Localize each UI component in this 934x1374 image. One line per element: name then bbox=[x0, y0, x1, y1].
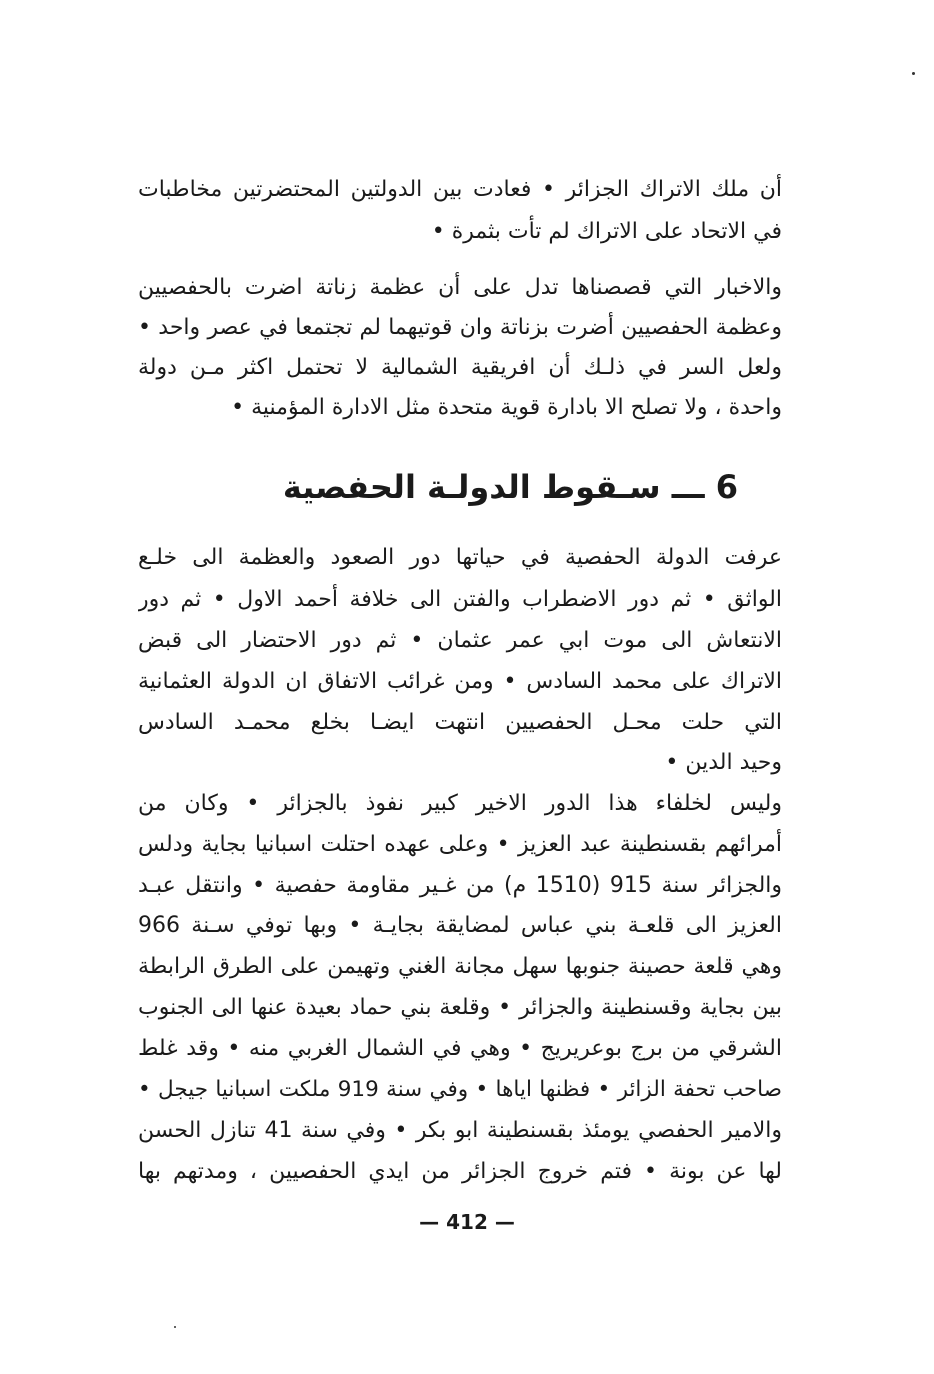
text-line: وهي قلعة حصينة جنوبها سهل مجانة الغني وتهيمن على الطرق الرابطة bbox=[138, 954, 782, 979]
text-line: الاتراك على محمد السادس • ومن غرائب الاتفاق ان الدولة العثمانية bbox=[138, 669, 782, 694]
text-line: التي حلت محـل الحفصيين انتهت ايضـا بخلع محمـد السادس bbox=[138, 710, 782, 735]
text-line: ولعل السر في ذلـك أن افريقية الشمالية لا تحتمل اكثر مـن دولة bbox=[138, 355, 782, 380]
text-line: الشرقي من برج بوعريريج • وهي في الشمال الغربي منه • وقد غلط bbox=[138, 1036, 782, 1061]
text-line: والامير الحفصي يومئذ بقسنطينة ابو بكر • وفي سنة 41 تنازل الحسن bbox=[138, 1118, 782, 1143]
scan-speck bbox=[912, 72, 915, 75]
text-line: عرفت الدولة الحفصية في حياتها دور الصعود والعظمة الى خلـع bbox=[138, 545, 782, 570]
text-line: وليس لخلفاء هذا الدور الاخير كبير نفوذ بالجزائر • وكان من bbox=[138, 791, 782, 816]
text-line: والاخبار التي قصصناها تدل على أن عظمة زناتة اضرت بالحفصيين bbox=[138, 275, 782, 300]
text-line: واحدة ، ولا تصلح الا بادارة قوية متحدة مثل الادارة المؤمنية • bbox=[231, 395, 782, 420]
text-line: أن ملك الاتراك الجزائر • فعادت بين الدولتين المحتضرتين مخاطبات bbox=[138, 177, 782, 202]
text-line: أمرائهم بقسنطينة عبد العزيز • وعلى عهده احتلت اسبانيا بجاية ودلس bbox=[138, 832, 782, 857]
text-line: في الاتحاد على الاتراك لم تأت بثمرة • bbox=[431, 219, 782, 244]
text-line: وعظمة الحفصيين أضرت بزناتة وان قوتيهما لم تجتمعا في عصر واحد • bbox=[138, 315, 782, 340]
scan-speck bbox=[174, 1326, 176, 1328]
text-line: وحيد الدين • bbox=[665, 750, 782, 775]
page-number: — 412 — bbox=[419, 1210, 515, 1234]
text-line: والجزائر سنة 915 (1510 م) من غـير مقاومة حفصية • وانتقل عبـد bbox=[138, 873, 782, 898]
text-line: الانتعاش الى موت ابي عمر عثمان • ثم دور الاحتضار الى قبض bbox=[138, 628, 782, 653]
text-line: الواثق • ثم دور الاضطراب والفتن الى خلافة أحمد الاول • ثم دور bbox=[138, 587, 782, 612]
text-line: صاحب تحفة الزائر • فظنها اياها • وفي سنة 919 ملكت اسبانيا جيجل • bbox=[138, 1077, 782, 1102]
text-line: بين بجاية وقسنطينة والجزائر • وقلعة بني حماد بعيدة عنها الى الجنوب bbox=[138, 995, 782, 1020]
text-line: لها عن بونة • فتم خروج الجزائر من ايدي الحفصيين ، ومدتهم بها bbox=[138, 1159, 782, 1184]
section-heading: 6 ـــ سـقوط الدولـة الحفصية bbox=[282, 468, 738, 506]
text-line: العزيز الى قلعـة بني عباس لمضايقة بجايـة • وبها توفي سـنة 966 bbox=[138, 913, 782, 938]
